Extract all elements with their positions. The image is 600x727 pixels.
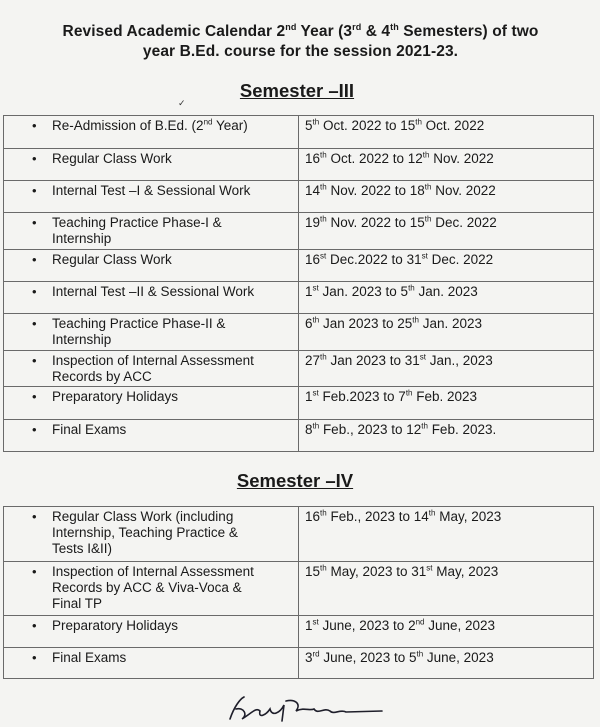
table-row (4, 507, 594, 562)
activity-cell: • Teaching Practice Phase-I & Internship (4, 213, 299, 250)
date-cell: 1st Jan. 2023 to 5th Jan. 2023 (299, 282, 594, 314)
date-cell: 6th Jan 2023 to 25th Jan. 2023 (299, 314, 594, 351)
date-cell: 3rd June, 2023 to 5th June, 2023 (299, 648, 594, 679)
activity-cell: • Internal Test –I & Sessional Work (4, 181, 299, 213)
date-cell: 16st Dec.2022 to 31st Dec. 2022 (299, 250, 594, 282)
activity-cell: • Regular Class Work (including Internship, Teaching Practice & Tests I&II) (4, 507, 299, 562)
date-cell: 1st June, 2023 to 2nd June, 2023 (299, 616, 594, 648)
date-cell: 5th Oct. 2022 to 15th Oct. 2022 (299, 116, 594, 149)
activity-cell: • Final Exams (4, 420, 299, 452)
table-row (4, 616, 594, 648)
activity-cell: • Inspection of Internal Assessment Records by ACC (4, 351, 299, 387)
date-cell: 19th Nov. 2022 to 15th Dec. 2022 (299, 213, 594, 250)
date-cell: 16th Oct. 2022 to 12th Nov. 2022 (299, 149, 594, 181)
activity-cell: • Re-Admission of B.Ed. (2nd Year) (4, 116, 299, 149)
date-cell: 27th Jan 2023 to 31st Jan., 2023 (299, 351, 594, 387)
semester-4-heading: Semester –IV (236, 470, 354, 491)
table-row (4, 282, 594, 314)
table-row (4, 314, 594, 351)
pen-mark: ✓ (178, 98, 186, 108)
table-row (4, 149, 594, 181)
date-cell: 14th Nov. 2022 to 18th Nov. 2022 (299, 181, 594, 213)
table-row (4, 648, 594, 679)
activity-cell: • Regular Class Work (4, 149, 299, 181)
activity-cell: • Teaching Practice Phase-II & Internship (4, 314, 299, 351)
table-row (4, 562, 594, 616)
activity-cell: • Regular Class Work (4, 250, 299, 282)
table-row (4, 213, 594, 250)
activity-cell: • Inspection of Internal Assessment Records by ACC & Viva-Voca & Final TP (4, 562, 299, 616)
semester-3-heading: Semester –III (239, 80, 355, 101)
table-row (4, 420, 594, 452)
activity-cell: • Final Exams (4, 648, 299, 679)
date-cell: 15th May, 2023 to 31st May, 2023 (299, 562, 594, 616)
activity-cell: • Preparatory Holidays (4, 616, 299, 648)
document-title: Revised Academic Calendar 2nd Year (3rd & 4th Semesters) of two year B.Ed. course for the session 2021-23. (62, 21, 539, 60)
table-row (4, 387, 594, 420)
table-row (4, 351, 594, 387)
signature (222, 693, 392, 725)
activity-cell: • Preparatory Holidays (4, 387, 299, 420)
table-row (4, 250, 594, 282)
semester-4-table (3, 506, 594, 679)
table-row (4, 181, 594, 213)
date-cell: 1st Feb.2023 to 7th Feb. 2023 (299, 387, 594, 420)
table-row (4, 116, 594, 149)
date-cell: 8th Feb., 2023 to 12th Feb. 2023. (299, 420, 594, 452)
activity-cell: • Internal Test –II & Sessional Work (4, 282, 299, 314)
semester-3-table (3, 115, 594, 452)
date-cell: 16th Feb., 2023 to 14th May, 2023 (299, 507, 594, 562)
